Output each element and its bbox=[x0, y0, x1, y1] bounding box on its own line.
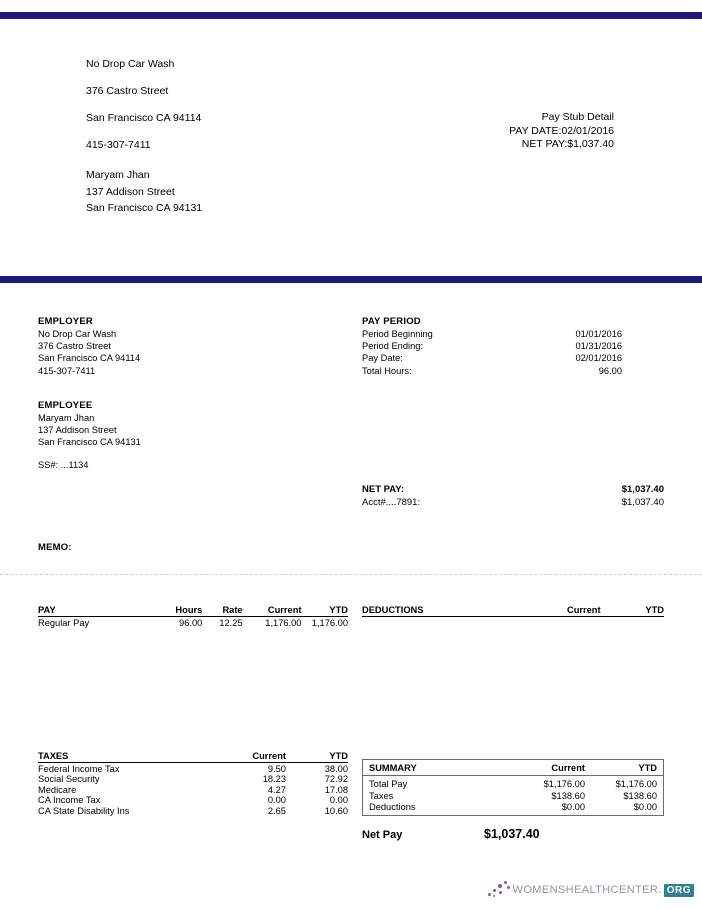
pay-period-row bbox=[362, 352, 664, 364]
taxes-table-header-row bbox=[38, 751, 348, 763]
pay-col-hours: Hours bbox=[156, 605, 203, 617]
pay-period-row bbox=[362, 365, 664, 377]
tax-row-ytd: 17.08 bbox=[324, 784, 348, 795]
voucher-employer-address bbox=[86, 44, 201, 166]
table-row bbox=[363, 801, 663, 815]
employee-heading: EMPLOYEE bbox=[38, 400, 93, 411]
memo-block bbox=[38, 542, 348, 553]
summary-row-current: $138.60 bbox=[551, 790, 585, 801]
net-pay-amount: $1,037.40 bbox=[621, 484, 664, 495]
tax-row-current: 18.23 bbox=[262, 774, 286, 785]
deductions-table-block bbox=[362, 605, 664, 617]
summary-row-name: Taxes bbox=[369, 790, 394, 801]
voucher-employer-phone: 415-307-7411 bbox=[86, 139, 151, 152]
net-pay-account-row bbox=[362, 496, 664, 509]
pay-table bbox=[38, 605, 348, 628]
tax-row-current: 9.50 bbox=[267, 763, 286, 774]
net-pay-label: NET PAY: bbox=[362, 484, 405, 495]
taxes-col-current: Current bbox=[212, 751, 286, 763]
taxes-col-ytd: YTD bbox=[286, 751, 348, 763]
voucher-payee-address bbox=[86, 167, 202, 217]
top-rule-bar bbox=[0, 12, 702, 19]
pay-period-label: Pay Date: bbox=[362, 353, 403, 364]
logo-dots-icon bbox=[487, 880, 513, 900]
table-row bbox=[38, 805, 348, 816]
deductions-col-ytd: YTD bbox=[601, 605, 664, 617]
voucher-section bbox=[0, 19, 702, 276]
stub-detail-pay-date: PAY DATE:02/01/2016 bbox=[509, 124, 614, 137]
pay-row-current: 1,176.00 bbox=[265, 617, 302, 628]
taxes-table bbox=[38, 751, 348, 816]
pay-row-rate: 12.25 bbox=[219, 617, 243, 628]
tax-row-ytd: 0.00 bbox=[329, 795, 348, 806]
pay-period-heading: PAY PERIOD bbox=[362, 316, 421, 327]
voucher-payee-street: 137 Addison Street bbox=[86, 185, 175, 198]
pay-period-value: 96.00 bbox=[598, 365, 622, 376]
logo-wordmark: WOMENSHEALTHCENTER. bbox=[512, 884, 662, 896]
site-logo bbox=[487, 879, 694, 901]
taxes-table-block bbox=[38, 751, 348, 816]
pay-period-value: 01/31/2016 bbox=[575, 341, 622, 352]
summary-col-name: SUMMARY bbox=[363, 760, 507, 776]
employee-ssn: SS#: ...1134 bbox=[38, 459, 89, 470]
summary-block bbox=[362, 759, 664, 841]
pay-col-name: PAY bbox=[38, 605, 156, 617]
summary-net-pay-label: Net Pay bbox=[362, 829, 403, 842]
tax-row-current: 4.27 bbox=[267, 784, 286, 795]
table-row bbox=[363, 790, 663, 802]
net-pay-account-label: Acct#....7891: bbox=[362, 497, 421, 508]
pay-col-ytd: YTD bbox=[301, 605, 348, 617]
tax-row-name: Social Security bbox=[38, 774, 100, 785]
pay-col-rate: Rate bbox=[202, 605, 242, 617]
summary-row-name: Deductions bbox=[369, 802, 416, 813]
tax-row-name: Federal Income Tax bbox=[38, 763, 120, 774]
pay-period-rows bbox=[362, 328, 664, 377]
table-row bbox=[38, 795, 348, 806]
logo-org-badge: ORG bbox=[664, 884, 694, 897]
pay-period-value: 02/01/2016 bbox=[575, 353, 622, 364]
table-row bbox=[38, 774, 348, 785]
voucher-employer-name: No Drop Car Wash bbox=[86, 57, 175, 70]
pay-period-label: Period Beginning bbox=[362, 329, 433, 339]
employer-name: No Drop Car Wash bbox=[38, 329, 117, 339]
summary-row-ytd: $138.60 bbox=[623, 790, 657, 801]
employee-block bbox=[38, 400, 348, 471]
pay-table-header-row bbox=[38, 605, 348, 617]
employer-block bbox=[38, 316, 348, 377]
mid-rule-bar bbox=[0, 276, 702, 283]
table-row bbox=[38, 763, 348, 774]
tax-row-name: Medicare bbox=[38, 784, 77, 795]
voucher-payee-name: Maryam Jhan bbox=[86, 169, 150, 181]
employee-name: Maryam Jhan bbox=[38, 413, 95, 423]
memo-heading: MEMO: bbox=[38, 542, 72, 553]
taxes-col-name: TAXES bbox=[38, 751, 212, 763]
pay-period-value: 01/01/2016 bbox=[575, 329, 622, 339]
employer-city: San Francisco CA 94114 bbox=[38, 353, 141, 364]
employee-street: 137 Addison Street bbox=[38, 425, 117, 436]
voucher-stub-detail bbox=[509, 111, 614, 152]
table-row bbox=[38, 617, 348, 628]
pay-period-block bbox=[362, 316, 664, 377]
summary-col-current: Current bbox=[507, 760, 591, 776]
summary-header-row bbox=[363, 760, 663, 776]
pay-period-row bbox=[362, 328, 664, 340]
table-row bbox=[38, 784, 348, 795]
table-row bbox=[363, 776, 663, 790]
pay-period-row bbox=[362, 340, 664, 352]
summary-row-ytd: $0.00 bbox=[633, 802, 657, 813]
summary-row-name: Total Pay bbox=[369, 779, 408, 789]
net-pay-account-amount: $1,037.40 bbox=[621, 497, 664, 508]
deductions-table-header-row bbox=[362, 605, 664, 617]
employer-details bbox=[38, 328, 348, 377]
deductions-table bbox=[362, 605, 664, 617]
summary-box bbox=[362, 759, 664, 816]
pay-row-hours: 96.00 bbox=[179, 617, 203, 628]
tax-row-ytd: 38.00 bbox=[324, 763, 348, 774]
tax-row-name: CA State Disability Ins bbox=[38, 805, 130, 816]
pay-table-block bbox=[38, 605, 348, 628]
tax-row-ytd: 72.92 bbox=[324, 774, 348, 785]
summary-table bbox=[363, 760, 663, 815]
tax-row-ytd: 10.60 bbox=[324, 805, 348, 816]
net-pay-row bbox=[362, 483, 664, 496]
summary-net-pay-row bbox=[362, 827, 664, 841]
section-divider bbox=[0, 574, 702, 575]
tax-row-current: 0.00 bbox=[267, 795, 286, 806]
summary-row-current: $0.00 bbox=[561, 802, 585, 813]
voucher-employer-street: 376 Castro Street bbox=[86, 84, 169, 97]
pay-period-label: Total Hours: bbox=[362, 365, 412, 376]
stub-detail-title: Pay Stub Detail bbox=[541, 111, 614, 123]
deductions-col-name: DEDUCTIONS bbox=[362, 605, 525, 617]
tax-row-name: CA Income Tax bbox=[38, 795, 101, 806]
summary-row-current: $1,176.00 bbox=[543, 779, 585, 789]
voucher-employer-city: San Francisco CA 94114 bbox=[86, 111, 202, 124]
employer-phone: 415-307-7411 bbox=[38, 365, 96, 376]
summary-net-pay-amount: $1,037.40 bbox=[484, 827, 540, 842]
tax-row-current: 2.65 bbox=[267, 805, 286, 816]
voucher-payee-city: San Francisco CA 94131 bbox=[86, 202, 203, 214]
employee-city: San Francisco CA 94131 bbox=[38, 437, 141, 448]
employer-heading: EMPLOYER bbox=[38, 316, 93, 327]
employer-street: 376 Castro Street bbox=[38, 341, 111, 352]
deductions-col-current: Current bbox=[525, 605, 601, 617]
summary-col-ytd: YTD bbox=[591, 760, 663, 776]
pay-row-ytd: 1,176.00 bbox=[311, 617, 348, 628]
net-pay-block bbox=[362, 483, 664, 509]
pay-col-current: Current bbox=[243, 605, 302, 617]
stub-detail-net-pay: NET PAY:$1,037.40 bbox=[521, 138, 614, 151]
summary-row-ytd: $1,176.00 bbox=[615, 779, 657, 789]
employee-spacer bbox=[38, 449, 348, 459]
employee-details bbox=[38, 412, 348, 471]
pay-row-name: Regular Pay bbox=[38, 617, 90, 628]
pay-period-label: Period Ending: bbox=[362, 341, 423, 352]
